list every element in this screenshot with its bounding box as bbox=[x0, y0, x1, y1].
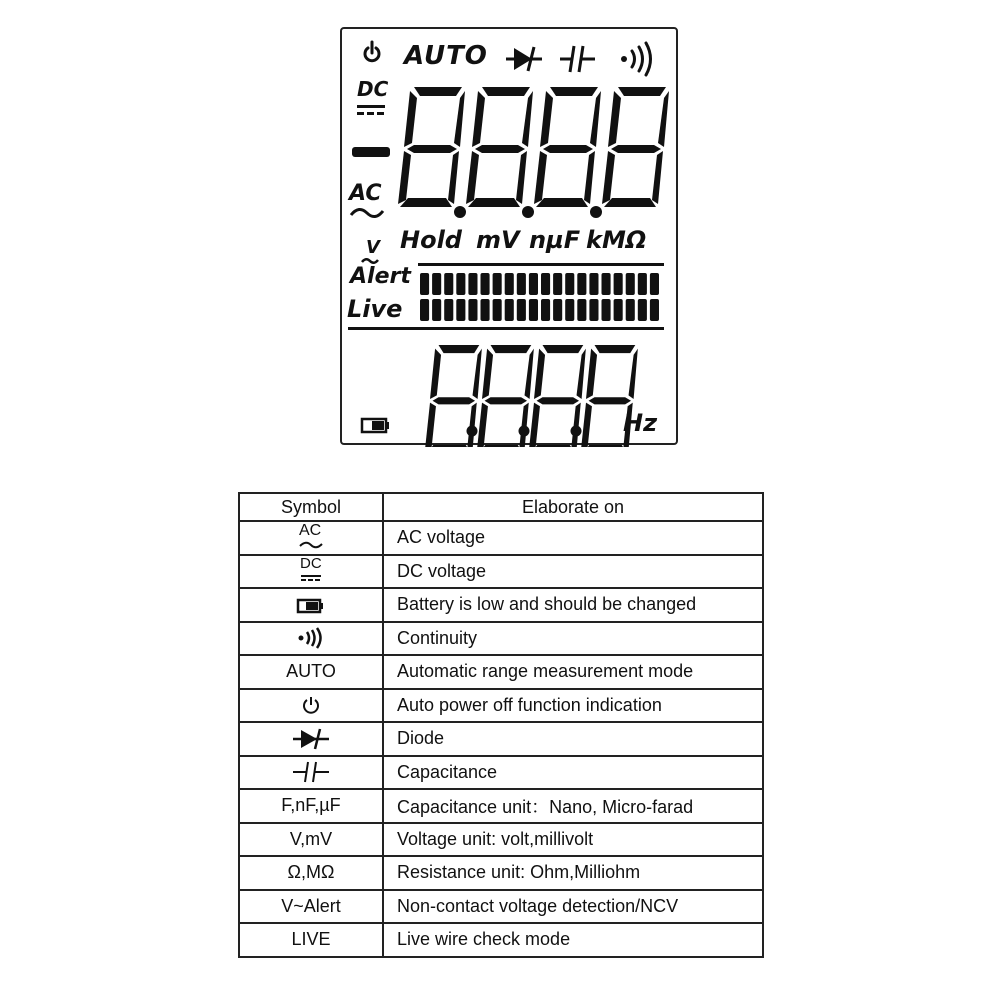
power-icon bbox=[365, 42, 379, 61]
v-label: V bbox=[366, 237, 380, 258]
ncv-alert-symbol: V~Alert bbox=[239, 890, 383, 924]
table-row bbox=[239, 555, 763, 589]
bar-segment bbox=[420, 273, 429, 295]
bar-segment bbox=[638, 273, 647, 295]
ac-tilde bbox=[351, 209, 383, 216]
dc-symbol-text: DC bbox=[300, 555, 322, 573]
power-icon bbox=[239, 689, 383, 723]
bar-segment bbox=[420, 299, 429, 321]
row-description: Capacitance unit：Nano, Micro-farad bbox=[383, 789, 763, 823]
bar-segment bbox=[541, 273, 550, 295]
table-row bbox=[239, 655, 763, 689]
table-row bbox=[239, 789, 763, 823]
capacitance-unit-symbol: F,nF,µF bbox=[239, 789, 383, 823]
row-description: Automatic range measurement mode bbox=[383, 655, 763, 689]
lcd-display-panel bbox=[340, 27, 678, 445]
bar-segment bbox=[505, 273, 514, 295]
dc-label: DC bbox=[357, 77, 389, 101]
diode-icon bbox=[239, 722, 383, 756]
divider-bottom bbox=[348, 327, 664, 330]
bar-segment bbox=[638, 299, 647, 321]
row-description: Diode bbox=[383, 722, 763, 756]
bar-segment bbox=[456, 299, 465, 321]
bar-segment bbox=[456, 273, 465, 295]
row-description: Live wire check mode bbox=[383, 923, 763, 957]
bar-segment bbox=[529, 299, 538, 321]
bar-segment bbox=[493, 273, 502, 295]
row-description: Non-contact voltage detection/NCV bbox=[383, 890, 763, 924]
symbol-legend-table bbox=[238, 492, 764, 958]
bar-graph bbox=[420, 273, 659, 321]
bar-segment bbox=[505, 299, 514, 321]
row-description: Battery is low and should be changed bbox=[383, 588, 763, 622]
bar-segment bbox=[444, 273, 453, 295]
hold-label: Hold bbox=[400, 226, 462, 254]
capacitor-icon bbox=[239, 756, 383, 790]
table-row bbox=[239, 722, 763, 756]
bar-segment bbox=[589, 299, 598, 321]
row-description: AC voltage bbox=[383, 521, 763, 555]
ac-symbol bbox=[239, 521, 383, 555]
table-row bbox=[239, 856, 763, 890]
table-row bbox=[239, 622, 763, 656]
mv-label: mV bbox=[476, 226, 520, 254]
header-description: Elaborate on bbox=[383, 493, 763, 521]
continuity-icon bbox=[239, 622, 383, 656]
ac-label: AC bbox=[349, 181, 382, 206]
bar-segment bbox=[432, 273, 441, 295]
bar-segment bbox=[565, 273, 574, 295]
bar-segment bbox=[626, 273, 635, 295]
diode-icon bbox=[506, 47, 542, 71]
bar-segment bbox=[565, 299, 574, 321]
minus-sign bbox=[352, 147, 390, 157]
bar-segment bbox=[650, 273, 659, 295]
secondary-digit-display bbox=[425, 345, 638, 447]
bar-segment bbox=[517, 273, 526, 295]
alert-label: Alert bbox=[350, 264, 411, 289]
bar-segment bbox=[614, 273, 623, 295]
bar-segment bbox=[602, 273, 611, 295]
bar-segment bbox=[468, 299, 477, 321]
continuity-icon bbox=[621, 43, 651, 75]
bar-segment bbox=[577, 299, 586, 321]
dc-symbol-lines bbox=[357, 105, 385, 115]
auto-label: AUTO bbox=[404, 41, 488, 71]
resistance-unit-symbol: Ω,MΩ bbox=[239, 856, 383, 890]
header-symbol: Symbol bbox=[239, 493, 383, 521]
bar-segment bbox=[493, 299, 502, 321]
bar-segment bbox=[444, 299, 453, 321]
live-symbol: LIVE bbox=[239, 923, 383, 957]
dc-symbol bbox=[239, 555, 383, 589]
bar-segment bbox=[577, 273, 586, 295]
bar-segment bbox=[650, 299, 659, 321]
bar-segment bbox=[553, 273, 562, 295]
kmo-label: kMΩ bbox=[586, 226, 647, 254]
divider-top bbox=[418, 263, 664, 266]
capacitor-icon bbox=[560, 46, 595, 72]
main-digit-display bbox=[398, 87, 669, 218]
row-description: Auto power off function indication bbox=[383, 689, 763, 723]
bar-segment bbox=[553, 299, 562, 321]
table-row bbox=[239, 923, 763, 957]
nuf-label: nµF bbox=[529, 226, 581, 254]
auto-symbol: AUTO bbox=[239, 655, 383, 689]
bar-segment bbox=[481, 299, 490, 321]
v-tilde bbox=[362, 259, 378, 263]
bar-segment bbox=[432, 299, 441, 321]
bar-segment bbox=[626, 299, 635, 321]
bar-segment bbox=[589, 273, 598, 295]
row-description: Capacitance bbox=[383, 756, 763, 790]
table-header-row bbox=[239, 493, 763, 521]
table-row bbox=[239, 890, 763, 924]
table-row bbox=[239, 689, 763, 723]
battery-icon bbox=[239, 588, 383, 622]
battery-icon bbox=[362, 419, 389, 432]
bar-segment bbox=[468, 273, 477, 295]
ac-symbol-text: AC bbox=[299, 521, 322, 539]
table-row bbox=[239, 588, 763, 622]
row-description: Voltage unit: volt,millivolt bbox=[383, 823, 763, 857]
hz-label: Hz bbox=[623, 409, 658, 437]
bar-segment bbox=[517, 299, 526, 321]
row-description: Resistance unit: Ohm,Milliohm bbox=[383, 856, 763, 890]
bar-segment bbox=[481, 273, 490, 295]
table-row bbox=[239, 823, 763, 857]
bar-segment bbox=[529, 273, 538, 295]
voltage-unit-symbol: V,mV bbox=[239, 823, 383, 857]
row-description: Continuity bbox=[383, 622, 763, 656]
table-row bbox=[239, 756, 763, 790]
bar-segment bbox=[602, 299, 611, 321]
bar-segment bbox=[614, 299, 623, 321]
row-description: DC voltage bbox=[383, 555, 763, 589]
bar-segment bbox=[541, 299, 550, 321]
live-label: Live bbox=[347, 295, 403, 323]
table-row bbox=[239, 521, 763, 555]
